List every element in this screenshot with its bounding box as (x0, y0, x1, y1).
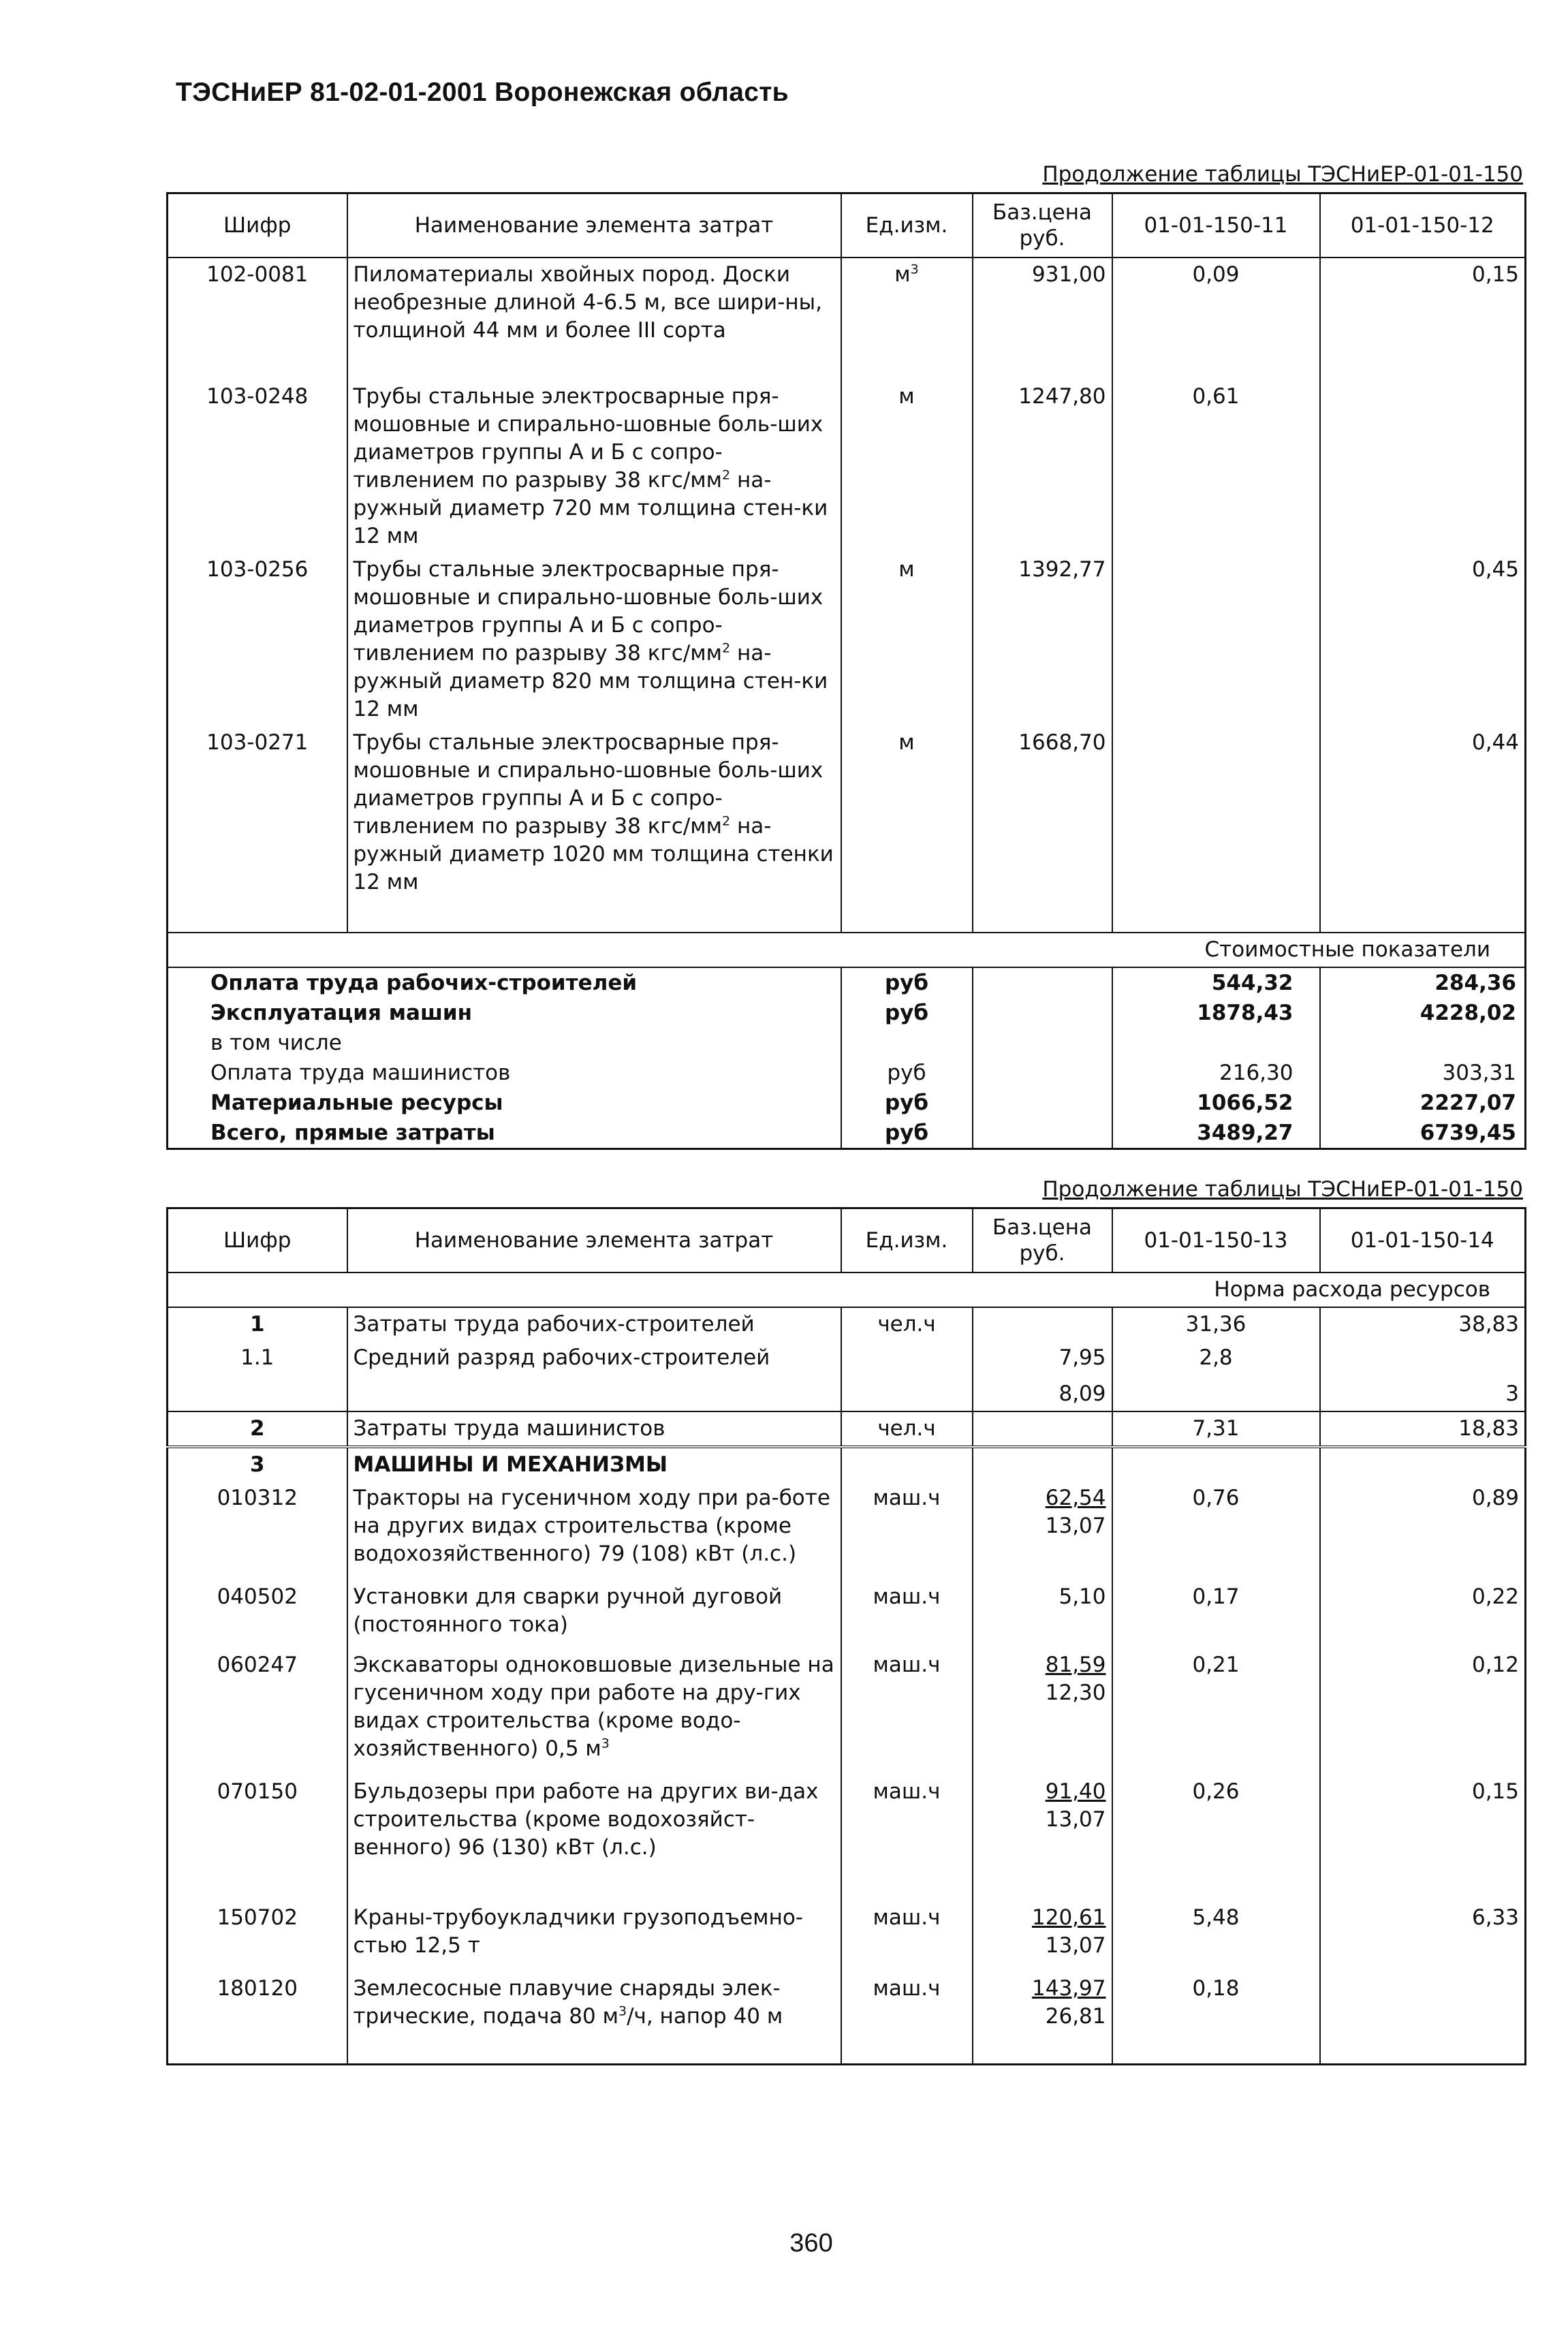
resource-code: 040502 (168, 1580, 347, 1649)
section-row (168, 1272, 1526, 1307)
table1 (166, 192, 1526, 1150)
table-row (168, 1447, 1526, 1482)
norm-value (1320, 1447, 1526, 1482)
resource-price (973, 1972, 1112, 2065)
summary-value: 6739,45 (1320, 1118, 1526, 1149)
resource-price: 1392,77 (973, 553, 1112, 726)
summary-price (973, 1058, 1112, 1088)
price-value-secondary: 13,07 (1045, 1807, 1106, 1832)
norm-value: 2,8 (1112, 1341, 1320, 1411)
resource-code: 1 (168, 1307, 347, 1341)
summary-label: в том числе (168, 1028, 841, 1058)
summary-value: 4228,02 (1320, 998, 1526, 1028)
summary-row (168, 1118, 1526, 1149)
resource-name: Бульдозеры при работе на других ви-дах строительства (кроме водохозяйст-венного) 96 (130) кВт (л.с.) (347, 1775, 841, 1901)
norm-value: 0,15 (1320, 1775, 1526, 1901)
summary-value: 2227,07 (1320, 1088, 1526, 1118)
price-value: 7,95 (1059, 1345, 1106, 1370)
norm-value: 0,44 (1320, 726, 1526, 899)
summary-unit: руб (841, 1118, 973, 1149)
summary-unit (841, 1028, 973, 1058)
table2-header-row (168, 1208, 1526, 1273)
summary-value (1112, 1028, 1320, 1058)
resource-name: МАШИНЫ И МЕХАНИЗМЫ (347, 1447, 841, 1482)
summary-price (973, 967, 1112, 998)
price-value-secondary: 13,07 (1045, 1514, 1106, 1538)
resource-name: Краны-трубоукладчики грузоподъемно-стью 12,5 т (347, 1901, 841, 1972)
resource-price (973, 1411, 1112, 1447)
summary-price (973, 998, 1112, 1028)
column-header-norm-14: 01-01-150-14 (1320, 1208, 1526, 1273)
resource-unit (841, 1341, 973, 1411)
norm-value: 0,76 (1112, 1482, 1320, 1580)
resource-name: Затраты труда рабочих-строителей (347, 1307, 841, 1341)
norm-value: 6,33 (1320, 1901, 1526, 1972)
table-row (168, 1901, 1526, 1972)
summary-price (973, 1118, 1112, 1149)
summary-label: Эксплуатация машин (168, 998, 841, 1028)
summary-unit: руб (841, 967, 973, 998)
table-row (168, 1649, 1526, 1775)
column-header-unit: Ед.изм. (841, 1208, 973, 1273)
resource-price (973, 1307, 1112, 1341)
column-header-price: Баз.цена руб. (973, 193, 1112, 258)
column-header-unit: Ед.изм. (841, 193, 973, 258)
price-value: 143,97 (1032, 1976, 1106, 2001)
table1-header-row (168, 193, 1526, 258)
resource-price: 5,10 (973, 1580, 1112, 1649)
resource-name: Экскаваторы одноковшовые дизельные на гусеничном ходу при работе на дру-гих видах строительства (кроме водо-хозяйственного) 0,5 $м^3$ (347, 1649, 841, 1775)
resource-price (973, 1447, 1112, 1482)
price-value-secondary: 26,81 (1045, 2004, 1106, 2029)
resource-code: 102-0081 (168, 257, 347, 347)
resource-unit: маш.ч (841, 1482, 973, 1580)
resource-name: Трубы стальные электросварные пря-мошовные и спирально-шовные боль-ших диаметров группы А и Б с сопро-тивлением по разрыву 38 кгс/$мм^2$ на-ружный диаметр 820 мм толщина стен-ки 12 мм (347, 553, 841, 726)
summary-price (973, 1028, 1112, 1058)
resource-unit: м (841, 726, 973, 899)
resource-price (973, 1341, 1112, 1411)
norm-value: 0,17 (1112, 1580, 1320, 1649)
resource-name: Установки для сварки ручной дуговой (постоянного тока) (347, 1580, 841, 1649)
section-title: Стоимостные показатели (168, 933, 1526, 967)
resource-code: 1.1 (168, 1341, 347, 1411)
summary-unit: руб (841, 1058, 973, 1088)
norm-value: 5,48 (1112, 1901, 1320, 1972)
column-header-norm-13: 01-01-150-13 (1112, 1208, 1320, 1273)
resource-unit: маш.ч (841, 1901, 973, 1972)
column-header-price: Баз.цена руб. (973, 1208, 1112, 1273)
resource-code: 103-0271 (168, 726, 347, 899)
summary-row (168, 1088, 1526, 1118)
summary-value: 1066,52 (1112, 1088, 1320, 1118)
resource-code: 3 (168, 1447, 347, 1482)
resource-price: 1247,80 (973, 380, 1112, 553)
price-value-secondary: 8,09 (1059, 1381, 1106, 1406)
table-row (168, 1341, 1526, 1411)
summary-row (168, 1028, 1526, 1058)
table-row (168, 726, 1526, 899)
summary-price (973, 1088, 1112, 1118)
summary-label: Всего, прямые затраты (168, 1118, 841, 1149)
summary-unit: руб (841, 1088, 973, 1118)
resource-name: Трубы стальные электросварные пря-мошовные и спирально-шовные боль-ших диаметров группы А и Б с сопро-тивлением по разрыву 38 кгс/$мм^2$ на-ружный диаметр 720 мм толщина стен-ки 12 мм (347, 380, 841, 553)
resource-code: 180120 (168, 1972, 347, 2065)
resource-name: Затраты труда машинистов (347, 1411, 841, 1447)
norm-value: 0,12 (1320, 1649, 1526, 1775)
section-title: Норма расхода ресурсов (168, 1272, 1526, 1307)
norm-value: 0,09 (1112, 257, 1320, 347)
resource-unit: чел.ч (841, 1411, 973, 1447)
norm-value: 0,45 (1320, 553, 1526, 726)
norm-value: 31,36 (1112, 1307, 1320, 1341)
norm-value (1320, 1972, 1526, 2065)
summary-unit: руб (841, 998, 973, 1028)
price-value-secondary: 13,07 (1045, 1933, 1106, 1958)
resource-code: 010312 (168, 1482, 347, 1580)
summary-value (1320, 1028, 1526, 1058)
resource-code: 150702 (168, 1901, 347, 1972)
column-header-name: Наименование элемента затрат (347, 1208, 841, 1273)
page-number: 360 (789, 2229, 833, 2258)
price-value: 120,61 (1032, 1905, 1106, 1930)
column-header-norm-11: 01-01-150-11 (1112, 193, 1320, 258)
summary-label: Оплата труда рабочих-строителей (168, 967, 841, 998)
table-row (168, 1580, 1526, 1649)
norm-value: 18,83 (1320, 1411, 1526, 1447)
resource-unit: $м^3$ (841, 257, 973, 347)
table-row (168, 1411, 1526, 1447)
table-row (168, 380, 1526, 553)
norm-value: 7,31 (1112, 1411, 1320, 1447)
resource-unit: м (841, 553, 973, 726)
table-row (168, 1972, 1526, 2065)
column-header-code: Шифр (168, 193, 347, 258)
resource-price (973, 1901, 1112, 1972)
resource-price (973, 1482, 1112, 1580)
resource-name: Пиломатериалы хвойных пород. Доски необрезные длиной 4-6.5 м, все шири-ны, толщиной 44 мм и более III сорта (347, 257, 841, 347)
resource-code: 070150 (168, 1775, 347, 1901)
norm-value: 0,89 (1320, 1482, 1526, 1580)
norm-value (1112, 1447, 1320, 1482)
resource-unit: чел.ч (841, 1307, 973, 1341)
resource-code: 103-0256 (168, 553, 347, 726)
column-header-norm-12: 01-01-150-12 (1320, 193, 1526, 258)
norm-value (1320, 380, 1526, 553)
resource-unit: маш.ч (841, 1580, 973, 1649)
price-value-secondary: 12,30 (1045, 1681, 1106, 1705)
summary-label: Материальные ресурсы (168, 1088, 841, 1118)
norm-value (1112, 726, 1320, 899)
document-header: ТЭСНиЕР 81-02-01-2001 Воронежская область (176, 78, 789, 107)
summary-row (168, 998, 1526, 1028)
norm-value: 0,15 (1320, 257, 1526, 347)
norm-value: 0,61 (1112, 380, 1320, 553)
resource-price (973, 1775, 1112, 1901)
table-row (168, 1482, 1526, 1580)
resource-unit: маш.ч (841, 1972, 973, 2065)
column-header-code: Шифр (168, 1208, 347, 1273)
resource-code: 060247 (168, 1649, 347, 1775)
resource-name: Землесосные плавучие снаряды элек-трические, подача 80 $м^3/ч$, напор 40 м (347, 1972, 841, 2065)
resource-price: 931,00 (973, 257, 1112, 347)
column-header-name: Наименование элемента затрат (347, 193, 841, 258)
resource-unit: маш.ч (841, 1649, 973, 1775)
resource-price (973, 1649, 1112, 1775)
summary-row (168, 967, 1526, 998)
table-row (168, 553, 1526, 726)
resource-unit: м (841, 380, 973, 553)
section-row (168, 933, 1526, 967)
resource-price: 1668,70 (973, 726, 1112, 899)
table2-caption: Продолжение таблицы ТЭСНиЕР-01-01-150 (1042, 1177, 1523, 1202)
resource-code: 2 (168, 1411, 347, 1447)
norm-value: 0,22 (1320, 1580, 1526, 1649)
summary-value: 3489,27 (1112, 1118, 1320, 1149)
resource-unit (841, 1447, 973, 1482)
summary-value: 544,32 (1112, 967, 1320, 998)
summary-label: Оплата труда машинистов (168, 1058, 841, 1088)
summary-value: 1878,43 (1112, 998, 1320, 1028)
table1-caption: Продолжение таблицы ТЭСНиЕР-01-01-150 (1042, 162, 1523, 187)
price-value: 62,54 (1045, 1486, 1106, 1510)
price-value: 91,40 (1045, 1779, 1106, 1804)
table-row (168, 1307, 1526, 1341)
norm-value: 0,18 (1112, 1972, 1320, 2065)
summary-value: 284,36 (1320, 967, 1526, 998)
norm-value: 3 (1320, 1341, 1526, 1411)
price-value: 81,59 (1045, 1653, 1106, 1677)
norm-value: 38,83 (1320, 1307, 1526, 1341)
norm-value: 0,21 (1112, 1649, 1320, 1775)
table-row (168, 1775, 1526, 1901)
resource-name: Трубы стальные электросварные пря-мошовные и спирально-шовные боль-ших диаметров группы А и Б с сопро-тивлением по разрыву 38 кгс/$мм^2$ на-ружный диаметр 1020 мм толщина стенки 12 мм (347, 726, 841, 899)
summary-value: 303,31 (1320, 1058, 1526, 1088)
resource-code: 103-0248 (168, 380, 347, 553)
norm-value (1112, 553, 1320, 726)
resource-unit: маш.ч (841, 1775, 973, 1901)
summary-row (168, 1058, 1526, 1088)
summary-value: 216,30 (1112, 1058, 1320, 1088)
table-row (168, 257, 1526, 347)
norm-value: 0,26 (1112, 1775, 1320, 1901)
table2 (166, 1207, 1526, 2065)
resource-name: Средний разряд рабочих-строителей (347, 1341, 841, 1411)
resource-name: Тракторы на гусеничном ходу при ра-боте на других видах строительства (кроме водохозяйственного) 79 (108) кВт (л.с.) (347, 1482, 841, 1580)
